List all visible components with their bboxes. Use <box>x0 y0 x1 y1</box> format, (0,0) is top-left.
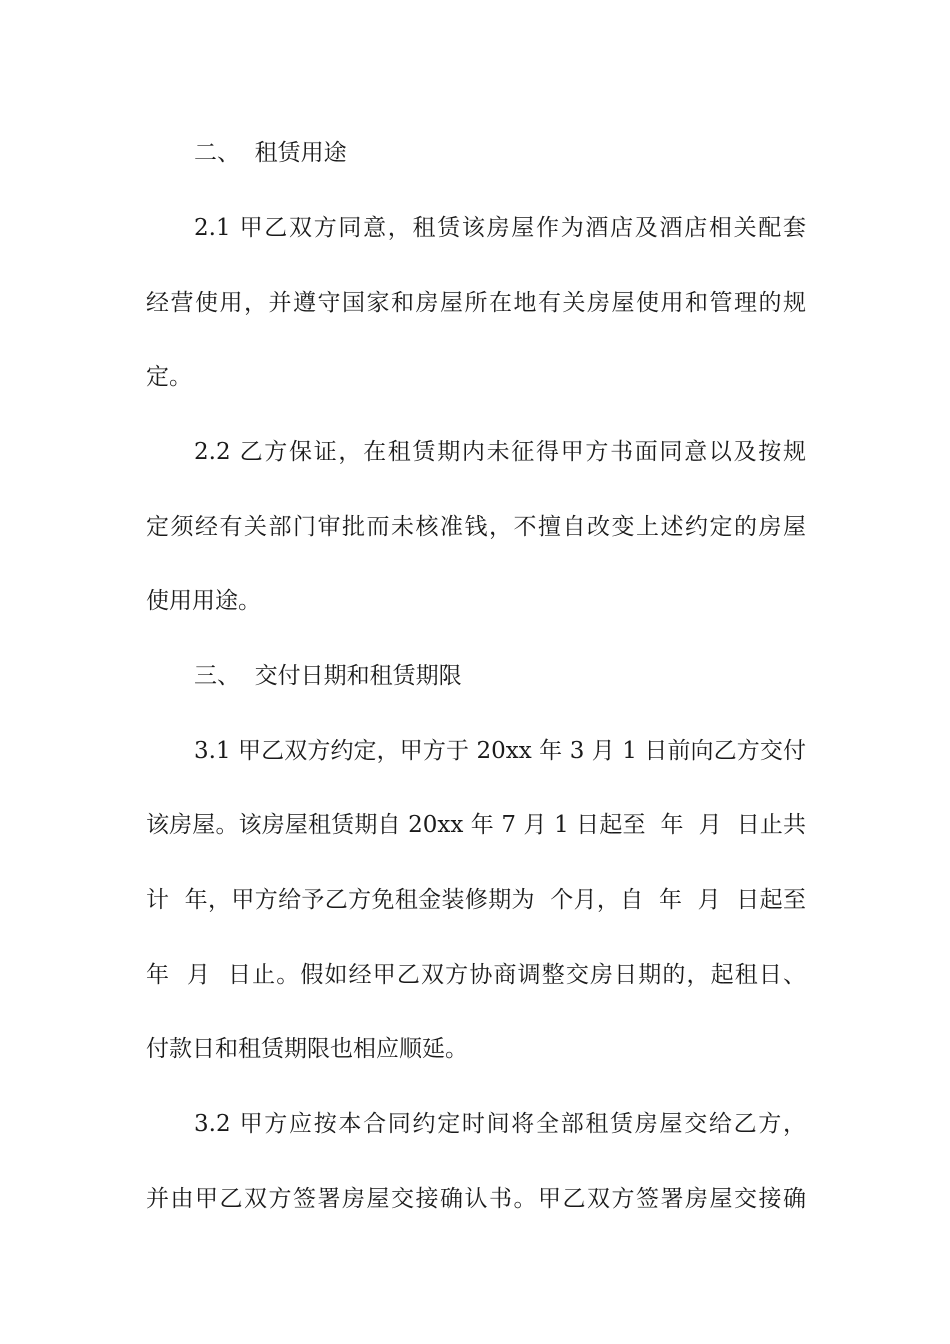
section-heading: 二、 租赁用途 <box>194 140 347 166</box>
section-heading: 三、 交付日期和租赁期限 <box>194 663 462 689</box>
paragraph-line: 定。 <box>146 364 192 390</box>
paragraph-line: 使用用途。 <box>146 588 261 614</box>
paragraph-line: 计 年，甲方给予乙方免租金装修期为 个月，自 年 月 日起至 <box>146 887 806 913</box>
paragraph-line: 3.2 甲方应按本合同约定时间将全部租赁房屋交给乙方， <box>194 1111 806 1137</box>
paragraph-line: 3.1 甲乙双方约定，甲方于 20xx 年 3 月 1 日前向乙方交付 <box>194 738 806 764</box>
paragraph-line: 2.1 甲乙双方同意，租赁该房屋作为酒店及酒店相关配套 <box>194 215 806 241</box>
paragraph-line: 经营使用，并遵守国家和房屋所在地有关房屋使用和管理的规 <box>146 290 806 316</box>
paragraph-line: 付款日和租赁期限也相应顺延。 <box>146 1036 468 1062</box>
paragraph-line: 并由甲乙双方签署房屋交接确认书。甲乙双方签署房屋交接确 <box>146 1186 806 1212</box>
paragraph-line: 2.2 乙方保证，在租赁期内未征得甲方书面同意以及按规 <box>194 439 806 465</box>
paragraph-line: 该房屋。该房屋租赁期自 20xx 年 7 月 1 日起至 年 月 日止共 <box>146 812 806 838</box>
paragraph-line: 年 月 日止。假如经甲乙双方协商调整交房日期的，起租日、 <box>146 962 806 988</box>
paragraph-line: 定须经有关部门审批而未核准钱，不擅自改变上述约定的房屋 <box>146 514 806 540</box>
